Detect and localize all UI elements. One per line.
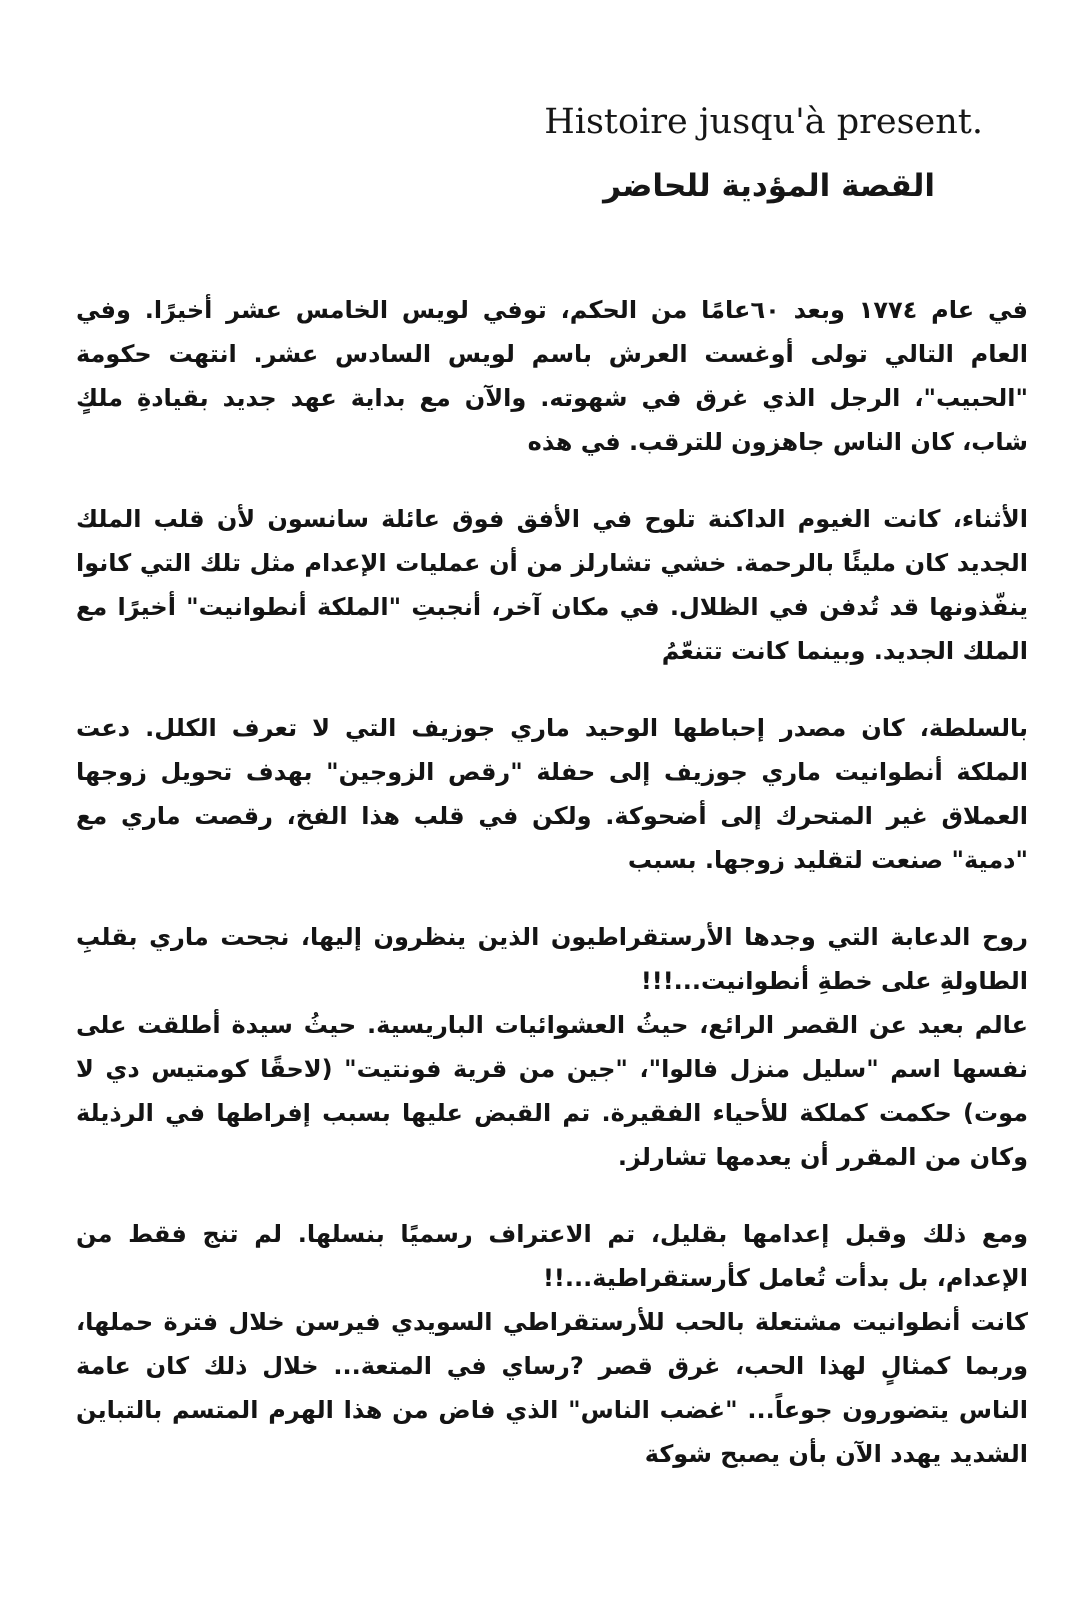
- body-text: [76, 288, 1028, 1476]
- paragraph-gap: [76, 882, 1028, 915]
- paragraph-2: الأثناء، كانت الغيوم الداكنة تلوح في الأفق فوق عائلة سانسون لأن قلب الملك الجديد كان مليئًا بالرحمة. خشي تشارلز من أن عمليات الإعدام مثل تلك التي كانوا ينفّذونها قد تُدفن في الظلال. في مكان آخر، أنجبتِ "الملكة أنطوانيت" أخيرًا مع الملك الجديد. وبينما كانت تتنعّمُ: [76, 505, 1028, 665]
- paragraph-1: في عام ١٧٧٤ وبعد ٦٠عامًا من الحكم، توفي لويس الخامس عشر أخيرًا. وفي العام التالي تولى أوغست العرش باسم لويس السادس عشر. انتهت حكومة "الحبيب"، الرجل الذي غرق في شهوته. والآن مع بداية عهد جديد بقيادةِ ملكٍ شاب، كان الناس جاهزون للترقب. في هذه: [76, 296, 1028, 456]
- paragraph-7: كانت أنطوانيت مشتعلة بالحب للأرستقراطي السويدي فيرسن خلال فترة حملها، وربما كمثالٍ لهذا الحب، غرق قصر ?رساي في المتعة... خلال ذلك كان عامة الناس يتضورون جوعاً... "غضب الناس" الذي فاض من هذا الهرم المتسم بالتباين الشديد يهدد الآن بأن يصبح شوكة: [76, 1308, 1028, 1468]
- paragraph-gap: [76, 673, 1028, 706]
- title-french: Histoire jusqu'à present.: [544, 102, 983, 142]
- paragraph-4: روح الدعابة التي وجدها الأرستقراطيون الذين ينظرون إليها، نجحت ماري بقلبِ الطاولةِ على خطةِ أنطوانيت...!!!: [76, 923, 1028, 995]
- title-arabic: القصة المؤدية للحاضر: [603, 168, 935, 204]
- paragraph-5: عالم بعيد عن القصر الرائع، حيثُ العشوائيات الباريسية. حيثُ سيدة أطلقت على نفسها اسم "سليل منزل فالوا"، "جين من قرية فونتيت" (لاحقًا كومتيس دي لا موت) حكمت كملكة للأحياء الفقيرة. تم القبض عليها بسبب إفراطها في الرذيلة وكان من المقرر أن يعدمها تشارلز.: [76, 1011, 1028, 1171]
- paragraph-3: بالسلطة، كان مصدر إحباطها الوحيد ماري جوزيف التي لا تعرف الكلل. دعت الملكة أنطوانيت ماري جوزيف إلى حفلة "رقص الزوجين" بهدف تحويل زوجها العملاق غير المتحرك إلى أضحوكة. ولكن في قلب هذا الفخ، رقصت ماري مع "دمية" صنعت لتقليد زوجها. بسبب: [76, 714, 1028, 874]
- paragraph-gap: [76, 464, 1028, 497]
- paragraph-gap: [76, 1179, 1028, 1212]
- paragraph-6: ومع ذلك وقبل إعدامها بقليل، تم الاعتراف رسميًا بنسلها. لم تنج فقط من الإعدام، بل بدأت تُعامل كأرستقراطية...!!: [76, 1220, 1028, 1292]
